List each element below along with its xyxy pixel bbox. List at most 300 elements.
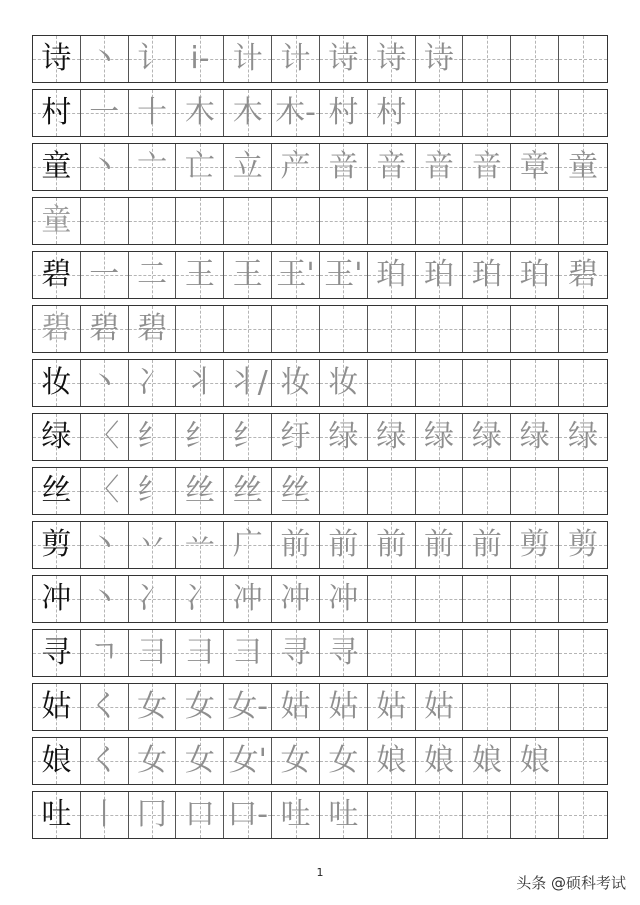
row-head-character — [33, 684, 81, 730]
stroke-step-text: 前 — [471, 527, 502, 562]
stroke-step-text: 前 — [280, 527, 311, 562]
stroke-step-text: 绿 — [568, 419, 599, 454]
practice-cell — [81, 144, 129, 190]
stroke-step-text: 吐 — [328, 797, 359, 832]
practice-cell — [272, 414, 320, 460]
practice-cell — [559, 36, 607, 82]
practice-cell — [129, 630, 177, 676]
practice-cell — [81, 90, 129, 136]
practice-cell — [511, 198, 559, 244]
stroke-step-text: i- — [190, 41, 210, 76]
practice-cell — [176, 630, 224, 676]
practice-cell — [463, 198, 511, 244]
stroke-step-text: 立 — [232, 149, 263, 184]
row-head-character — [33, 360, 81, 406]
practice-cell — [463, 252, 511, 298]
practice-cell — [272, 252, 320, 298]
row-head-character — [33, 738, 81, 784]
practice-cell — [224, 36, 272, 82]
character-row — [32, 35, 608, 83]
stroke-step-text: 冫 — [184, 581, 215, 616]
practice-cell — [463, 36, 511, 82]
stroke-step-text: 丨 — [89, 797, 120, 832]
stroke-step-text: 计 — [280, 41, 311, 76]
stroke-step-text: 彐 — [137, 635, 168, 670]
row-head-character — [33, 198, 81, 244]
practice-cell — [320, 684, 368, 730]
practice-cell — [463, 360, 511, 406]
practice-cell — [272, 360, 320, 406]
practice-cell — [224, 198, 272, 244]
head-character-text: 绿 — [41, 419, 72, 454]
practice-cell — [129, 576, 177, 622]
stroke-step-text: 广 — [232, 527, 263, 562]
practice-cell — [463, 792, 511, 838]
practice-cell — [511, 252, 559, 298]
head-character-text: 剪 — [41, 527, 72, 562]
stroke-step-text: 产 — [280, 149, 311, 184]
practice-cell — [320, 144, 368, 190]
row-head-character — [33, 522, 81, 568]
practice-cell — [463, 576, 511, 622]
practice-cell — [129, 198, 177, 244]
practice-cell — [463, 468, 511, 514]
practice-grid — [32, 35, 608, 845]
practice-cell — [272, 522, 320, 568]
practice-cell — [368, 468, 416, 514]
practice-cell — [81, 252, 129, 298]
stroke-step-text: 十 — [137, 95, 168, 130]
practice-cell — [368, 360, 416, 406]
stroke-step-text: 木 — [184, 95, 215, 130]
practice-cell — [176, 36, 224, 82]
stroke-step-text: 绿 — [471, 419, 502, 454]
stroke-step-text: 音 — [376, 149, 407, 184]
stroke-step-text: 姑 — [328, 689, 359, 724]
stroke-step-text: 珀 — [471, 257, 502, 292]
head-character-text: 诗 — [41, 41, 72, 76]
stroke-step-text: 木 — [232, 95, 263, 130]
head-character-text: 碧 — [41, 257, 72, 292]
practice-cell — [416, 576, 464, 622]
character-row — [32, 683, 608, 731]
character-row — [32, 791, 608, 839]
practice-cell — [511, 360, 559, 406]
stroke-step-text: 冫 — [137, 581, 168, 616]
stroke-step-text: 一 — [89, 95, 120, 130]
head-character-text: 吐 — [41, 797, 72, 832]
head-character-text: 村 — [41, 95, 72, 130]
stroke-step-text: 寻 — [328, 635, 359, 670]
practice-cell — [129, 306, 177, 352]
stroke-step-text: 二 — [137, 257, 168, 292]
practice-cell — [559, 90, 607, 136]
practice-cell — [129, 252, 177, 298]
stroke-step-text: 娘 — [424, 743, 455, 778]
practice-cell — [81, 522, 129, 568]
stroke-step-text: 纟 — [232, 419, 263, 454]
stroke-step-text: 珀 — [424, 257, 455, 292]
stroke-step-text: 王 — [184, 257, 215, 292]
stroke-step-text: 冲 — [232, 581, 263, 616]
practice-cell — [176, 684, 224, 730]
practice-cell — [224, 792, 272, 838]
practice-cell — [272, 468, 320, 514]
row-head-character — [33, 252, 81, 298]
head-character-text: 冲 — [41, 581, 72, 616]
practice-cell — [463, 630, 511, 676]
practice-cell — [511, 738, 559, 784]
practice-cell — [176, 360, 224, 406]
practice-cell — [511, 36, 559, 82]
practice-cell — [559, 576, 607, 622]
practice-cell — [224, 522, 272, 568]
stroke-step-text: 姑 — [376, 689, 407, 724]
practice-cell — [511, 90, 559, 136]
practice-cell — [129, 792, 177, 838]
stroke-step-text: 剪 — [519, 527, 550, 562]
practice-cell — [416, 360, 464, 406]
stroke-step-text: 木- — [275, 95, 316, 130]
practice-cell — [559, 792, 607, 838]
practice-cell — [511, 522, 559, 568]
stroke-step-text: 碧 — [89, 311, 120, 346]
practice-cell — [416, 198, 464, 244]
stroke-step-text: 彐 — [184, 635, 215, 670]
stroke-step-text: 丝 — [280, 473, 311, 508]
practice-cell — [416, 144, 464, 190]
stroke-step-text: 丝 — [184, 473, 215, 508]
stroke-step-text: 丷 — [137, 527, 168, 562]
practice-cell — [81, 738, 129, 784]
practice-cell — [81, 306, 129, 352]
practice-cell — [368, 684, 416, 730]
stroke-step-text: 诗 — [376, 41, 407, 76]
head-character-text: 碧 — [41, 311, 72, 346]
stroke-step-text: 寻 — [280, 635, 311, 670]
practice-cell — [81, 576, 129, 622]
row-head-character — [33, 576, 81, 622]
character-row — [32, 467, 608, 515]
stroke-step-text: 剪 — [568, 527, 599, 562]
stroke-step-text: 冫 — [137, 365, 168, 400]
practice-cell — [129, 738, 177, 784]
stroke-step-text: 〈 — [89, 419, 120, 454]
practice-cell — [511, 792, 559, 838]
stroke-step-text: 纟 — [137, 419, 168, 454]
stroke-step-text: 女 — [328, 743, 359, 778]
stroke-step-text: 亡 — [184, 149, 215, 184]
stroke-step-text: 口- — [227, 797, 269, 832]
stroke-step-text: 女 — [280, 743, 311, 778]
stroke-step-text: 冂 — [137, 797, 168, 832]
stroke-step-text: 音 — [424, 149, 455, 184]
stroke-step-text: 章 — [519, 149, 550, 184]
practice-cell — [416, 306, 464, 352]
practice-cell — [559, 468, 607, 514]
stroke-step-text: 丶 — [89, 581, 120, 616]
practice-cell — [463, 90, 511, 136]
head-character-text: 姑 — [41, 689, 72, 724]
practice-cell — [129, 144, 177, 190]
practice-cell — [272, 576, 320, 622]
character-row — [32, 251, 608, 299]
stroke-step-text: 前 — [376, 527, 407, 562]
practice-cell — [224, 144, 272, 190]
practice-cell — [368, 144, 416, 190]
practice-cell — [176, 792, 224, 838]
head-character-text: 娘 — [41, 743, 72, 778]
practice-cell — [416, 36, 464, 82]
practice-cell — [272, 306, 320, 352]
practice-cell — [129, 360, 177, 406]
stroke-step-text: 女' — [228, 743, 267, 778]
practice-cell — [176, 252, 224, 298]
character-row — [32, 629, 608, 677]
character-row — [32, 737, 608, 785]
practice-cell — [176, 576, 224, 622]
practice-cell — [368, 792, 416, 838]
stroke-step-text: 女- — [227, 689, 269, 724]
character-row — [32, 197, 608, 245]
stroke-step-text: 丬 — [184, 365, 215, 400]
row-head-character — [33, 468, 81, 514]
practice-cell — [272, 198, 320, 244]
practice-cell — [320, 738, 368, 784]
practice-cell — [320, 414, 368, 460]
practice-cell — [559, 360, 607, 406]
stroke-step-text: 娘 — [376, 743, 407, 778]
practice-cell — [272, 36, 320, 82]
practice-cell — [224, 684, 272, 730]
practice-cell — [368, 576, 416, 622]
stroke-step-text: 童 — [568, 149, 599, 184]
practice-cell — [320, 792, 368, 838]
stroke-step-text: 王' — [324, 257, 363, 292]
practice-cell — [129, 522, 177, 568]
stroke-step-text: 纟 — [137, 473, 168, 508]
practice-cell — [176, 198, 224, 244]
practice-cell — [272, 144, 320, 190]
character-row — [32, 413, 608, 461]
practice-cell — [511, 630, 559, 676]
practice-cell — [463, 684, 511, 730]
head-character-text: 妆 — [41, 365, 72, 400]
practice-cell — [272, 630, 320, 676]
practice-cell — [511, 576, 559, 622]
practice-cell — [224, 468, 272, 514]
practice-cell — [416, 684, 464, 730]
practice-cell — [176, 306, 224, 352]
practice-cell — [416, 252, 464, 298]
stroke-step-text: 纟 — [184, 419, 215, 454]
character-row — [32, 521, 608, 569]
practice-cell — [81, 36, 129, 82]
practice-cell — [129, 468, 177, 514]
stroke-step-text: 前 — [424, 527, 455, 562]
stroke-step-text: 王 — [232, 257, 263, 292]
practice-cell — [129, 90, 177, 136]
practice-cell — [320, 252, 368, 298]
practice-cell — [224, 252, 272, 298]
practice-cell — [272, 738, 320, 784]
practice-cell — [463, 738, 511, 784]
practice-cell — [176, 522, 224, 568]
character-row — [32, 143, 608, 191]
head-character-text: 童 — [41, 203, 72, 238]
practice-cell — [320, 36, 368, 82]
practice-cell — [224, 414, 272, 460]
practice-cell — [129, 414, 177, 460]
practice-cell — [81, 414, 129, 460]
practice-cell — [416, 738, 464, 784]
stroke-step-text: 娘 — [519, 743, 550, 778]
stroke-step-text: 丶 — [89, 527, 120, 562]
stroke-step-text: 妆 — [280, 365, 311, 400]
stroke-step-text: 丶 — [89, 149, 120, 184]
practice-cell — [320, 198, 368, 244]
practice-cell — [416, 414, 464, 460]
practice-cell — [559, 306, 607, 352]
stroke-step-text: ㄱ — [89, 635, 119, 670]
row-head-character — [33, 630, 81, 676]
practice-cell — [368, 252, 416, 298]
practice-cell — [511, 414, 559, 460]
practice-cell — [368, 738, 416, 784]
stroke-step-text: 女 — [137, 689, 168, 724]
practice-cell — [224, 360, 272, 406]
practice-cell — [559, 738, 607, 784]
practice-cell — [224, 306, 272, 352]
practice-cell — [224, 576, 272, 622]
practice-cell — [320, 576, 368, 622]
stroke-step-text: 〈 — [89, 473, 120, 508]
stroke-step-text: 碧 — [137, 311, 168, 346]
stroke-step-text: 丬/ — [227, 365, 268, 400]
stroke-step-text: 䒑 — [184, 527, 215, 562]
stroke-step-text: 姑 — [424, 689, 455, 724]
practice-cell — [463, 306, 511, 352]
practice-cell — [176, 468, 224, 514]
practice-cell — [368, 90, 416, 136]
practice-cell — [176, 90, 224, 136]
practice-cell — [416, 630, 464, 676]
practice-cell — [272, 90, 320, 136]
stroke-step-text: 音 — [471, 149, 502, 184]
practice-cell — [463, 522, 511, 568]
stroke-step-text: 妆 — [328, 365, 359, 400]
practice-cell — [224, 90, 272, 136]
stroke-step-text: 绿 — [424, 419, 455, 454]
practice-cell — [81, 684, 129, 730]
practice-cell — [129, 36, 177, 82]
practice-cell — [81, 198, 129, 244]
stroke-step-text: 王' — [276, 257, 315, 292]
head-character-text: 丝 — [41, 473, 72, 508]
character-row — [32, 305, 608, 353]
practice-cell — [368, 522, 416, 568]
stroke-step-text: 冲 — [328, 581, 359, 616]
stroke-step-text: 绿 — [376, 419, 407, 454]
practice-cell — [559, 414, 607, 460]
practice-cell — [559, 144, 607, 190]
stroke-step-text: 村 — [376, 95, 407, 130]
practice-cell — [320, 306, 368, 352]
stroke-step-text: 碧 — [568, 257, 599, 292]
stroke-step-text: 丝 — [232, 473, 263, 508]
stroke-step-text: 口 — [184, 797, 215, 832]
practice-cell — [511, 468, 559, 514]
stroke-step-text: 女 — [137, 743, 168, 778]
practice-cell — [559, 522, 607, 568]
practice-cell — [129, 684, 177, 730]
practice-cell — [416, 522, 464, 568]
practice-cell — [81, 792, 129, 838]
practice-cell — [320, 468, 368, 514]
stroke-step-text: 绿 — [519, 419, 550, 454]
stroke-step-text: 娘 — [471, 743, 502, 778]
character-row — [32, 575, 608, 623]
stroke-step-text: 一 — [89, 257, 120, 292]
practice-cell — [416, 468, 464, 514]
practice-cell — [463, 414, 511, 460]
row-head-character — [33, 36, 81, 82]
stroke-step-text: 姑 — [280, 689, 311, 724]
stroke-step-text: 女 — [184, 743, 215, 778]
stroke-step-text: く — [89, 743, 120, 778]
stroke-step-text: 亠 — [137, 149, 168, 184]
stroke-step-text: 音 — [328, 149, 359, 184]
practice-cell — [320, 630, 368, 676]
head-character-text: 寻 — [41, 635, 72, 670]
watermark: 头条 @硕科考试 — [516, 874, 626, 892]
practice-cell — [368, 414, 416, 460]
practice-cell — [368, 36, 416, 82]
row-head-character — [33, 144, 81, 190]
practice-cell — [463, 144, 511, 190]
practice-cell — [176, 738, 224, 784]
practice-cell — [224, 738, 272, 784]
practice-cell — [176, 144, 224, 190]
page-number: 1 — [316, 866, 324, 879]
stroke-step-text: 丶 — [89, 365, 120, 400]
stroke-step-text: 彐 — [232, 635, 263, 670]
head-character-text: 童 — [41, 149, 72, 184]
stroke-step-text: 丶 — [89, 41, 120, 76]
practice-cell — [559, 684, 607, 730]
practice-cell — [368, 630, 416, 676]
stroke-step-text: 女 — [184, 689, 215, 724]
stroke-step-text: 计 — [232, 41, 263, 76]
practice-cell — [272, 792, 320, 838]
stroke-step-text: 珀 — [376, 257, 407, 292]
practice-cell — [416, 792, 464, 838]
stroke-step-text: 诗 — [424, 41, 455, 76]
stroke-step-text: 诗 — [328, 41, 359, 76]
row-head-character — [33, 792, 81, 838]
row-head-character — [33, 90, 81, 136]
practice-cell — [559, 252, 607, 298]
practice-cell — [320, 360, 368, 406]
character-row — [32, 359, 608, 407]
practice-cell — [368, 198, 416, 244]
character-row — [32, 89, 608, 137]
stroke-step-text: 冲 — [280, 581, 311, 616]
practice-cell — [511, 684, 559, 730]
row-head-character — [33, 306, 81, 352]
practice-cell — [368, 306, 416, 352]
practice-cell — [320, 522, 368, 568]
